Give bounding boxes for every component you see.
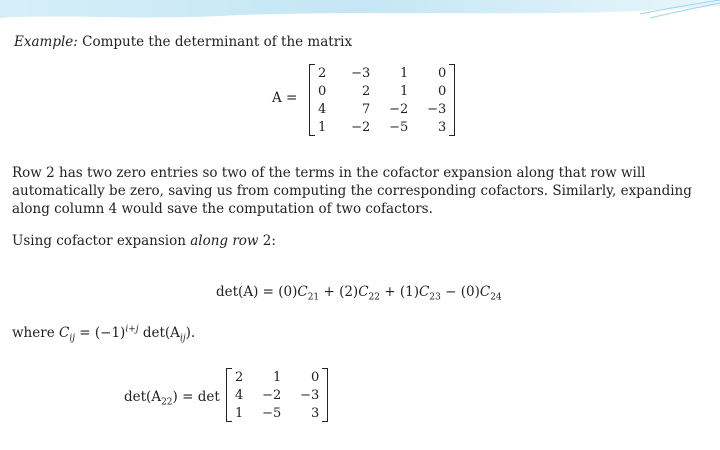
- matrix-row: [228, 386, 326, 404]
- matrix-cell: 1: [400, 65, 409, 81]
- matrix-cell: −5: [389, 119, 409, 135]
- matrix-cell: 0: [438, 65, 447, 81]
- matrix-cell: −2: [389, 101, 409, 117]
- matrix-cell: −5: [262, 405, 282, 421]
- cofactor-definition: $C_{ij} = (-1)^{i+j}$ $\det(A_{ij})$.: [58, 324, 196, 344]
- matrix-cell: −2: [351, 119, 371, 135]
- det-term: $(2)C_{22}$ +: [339, 284, 400, 303]
- example-label: Example:: [14, 34, 78, 50]
- cofactor-italic: along row: [190, 233, 259, 249]
- matrix-cell: 4: [235, 387, 244, 403]
- det-lhs: det(A) =: [216, 284, 279, 300]
- matrix-cell: 0: [318, 83, 327, 99]
- cofactor-text: Using cofactor expansion: [12, 233, 186, 249]
- cofactor-number: 2:: [262, 233, 276, 249]
- matrix-cell: 2: [318, 65, 327, 81]
- matrix-cell: 3: [438, 119, 447, 135]
- matrix-a: [311, 64, 453, 136]
- example-heading: [14, 34, 352, 51]
- matrix-cell: 3: [311, 405, 320, 421]
- explanation-paragraph: Row 2 has two zero entries so two of the terms in the cofactor expansion along that row will automatically be zero, saving us from computing the corresponding cofactors. Similarly, expanding along column 4 would save the computation of two cofactors.: [12, 165, 692, 217]
- matrix-row: [311, 82, 453, 100]
- matrix-cell: 1: [273, 369, 282, 385]
- where-line: [12, 325, 195, 342]
- matrix-cell: −2: [262, 387, 282, 403]
- cofactor-line: [12, 233, 276, 250]
- matrix-row: [311, 64, 453, 82]
- det-term: $(0)C_{21}$ +: [278, 284, 340, 303]
- minor-matrix: [228, 368, 326, 422]
- matrix-row: [228, 368, 326, 386]
- matrix-row: [311, 118, 453, 136]
- matrix-cell: 0: [438, 83, 447, 99]
- matrix-a-name: A =: [272, 90, 298, 106]
- matrix-cell: −3: [427, 101, 447, 117]
- matrix-cell: 1: [400, 83, 409, 99]
- matrix-cell: 0: [311, 369, 320, 385]
- matrix-cell: −3: [300, 387, 320, 403]
- minor-label: $\det(A_{22}) = \det$: [124, 389, 220, 408]
- matrix-cell: 7: [362, 101, 371, 117]
- header-banner: [0, 0, 720, 26]
- matrix-cell: −3: [351, 65, 371, 81]
- matrix-cell: 2: [362, 83, 371, 99]
- matrix-cell: 1: [235, 405, 244, 421]
- matrix-row: [311, 100, 453, 118]
- matrix-cell: 2: [235, 369, 244, 385]
- where-text: where: [12, 325, 55, 341]
- matrix-row: [228, 404, 326, 422]
- matrix-cell: 4: [318, 101, 327, 117]
- det-term: $(0)C_{24}$: [460, 284, 502, 303]
- det-term: $(1)C_{23}$ −: [399, 284, 461, 303]
- example-text: Compute the determinant of the matrix: [82, 34, 353, 50]
- det-equation: [216, 284, 502, 301]
- matrix-cell: 1: [318, 119, 327, 135]
